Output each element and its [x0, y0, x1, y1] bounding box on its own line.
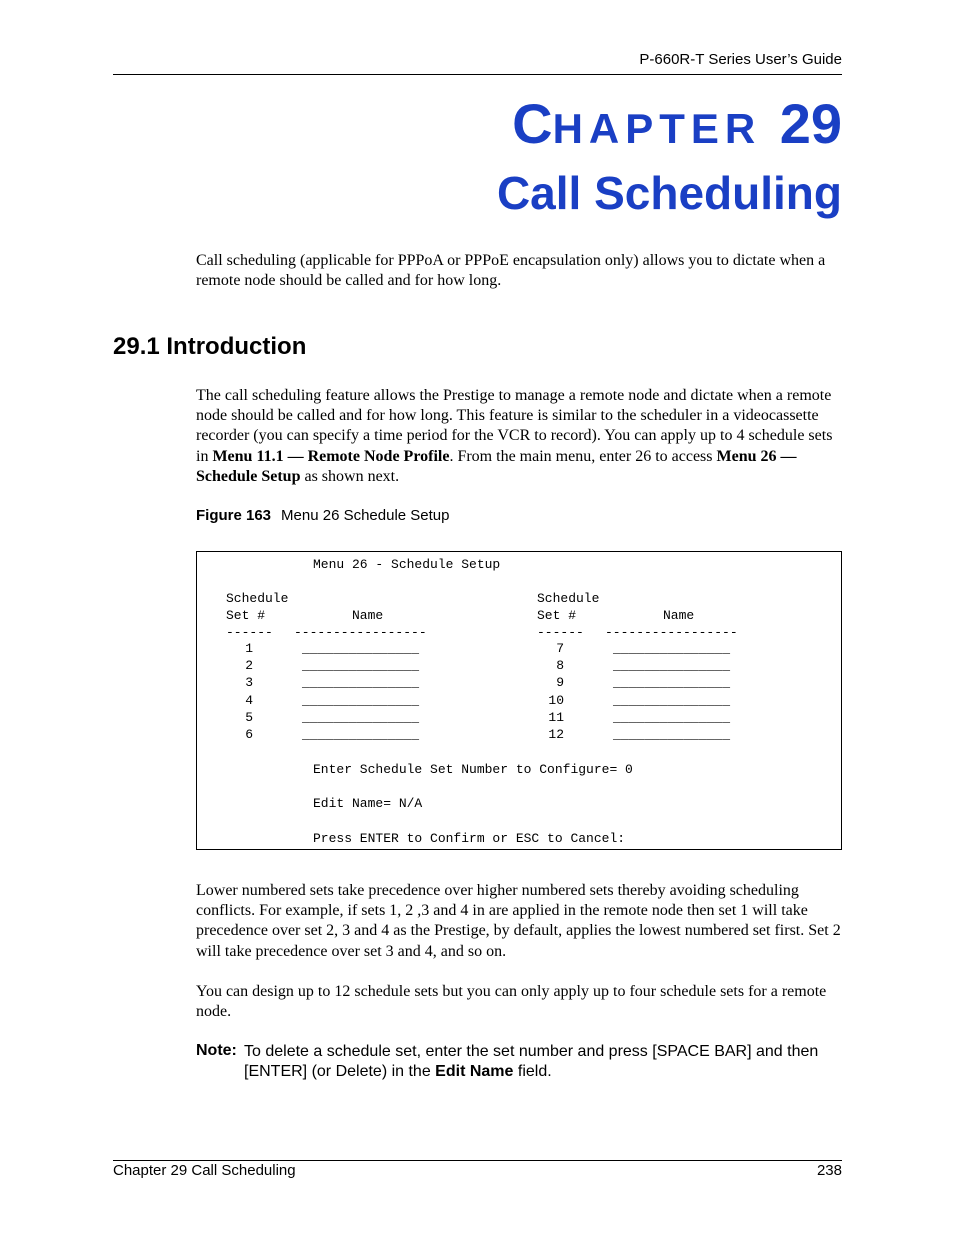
right-dash-long: -----------------	[605, 625, 738, 640]
set-number: 10	[548, 692, 564, 708]
set-number: 7	[556, 641, 564, 656]
figure-caption	[196, 507, 450, 524]
set-name-blank: _______________	[302, 641, 420, 656]
set-name-blank: _______________	[302, 692, 420, 708]
chapter-number: 29	[779, 92, 842, 155]
figure-caption-text: Menu 26 Schedule Setup	[281, 507, 450, 524]
screen-title: Menu 26 - Schedule Setup	[313, 557, 501, 572]
set-number: 9	[556, 675, 564, 691]
edit-name-field[interactable]: Edit Name= N/A	[313, 796, 423, 811]
set-name-blank: _______________	[613, 692, 731, 708]
set-number: 8	[556, 658, 564, 674]
footer-chapter-ref: Chapter 29 Call Scheduling	[113, 1162, 296, 1179]
set-number: 12	[548, 727, 564, 742]
set-number: 1	[245, 641, 253, 656]
left-col-header-name: Name	[352, 608, 384, 623]
paragraph-text: as shown next.	[300, 467, 400, 485]
set-name-blank: _______________	[302, 658, 420, 674]
paragraph-text: . From the main menu, enter 26 to access	[449, 447, 717, 465]
left-dash-long: -----------------	[294, 625, 427, 640]
right-col-header-name: Name	[663, 608, 695, 623]
right-col-header-set: Set #	[537, 608, 577, 623]
set-name-blank: _______________	[302, 727, 420, 742]
set-number: 3	[245, 675, 253, 691]
menu-reference: Menu 26 — Schedule Setup	[196, 447, 797, 485]
chapter-label-rest: HAPTER	[552, 105, 762, 152]
right-dash-short: ------	[537, 625, 584, 640]
note-body	[244, 1042, 844, 1082]
chapter-label-initial: C	[512, 92, 553, 155]
set-name-blank: _______________	[613, 727, 731, 742]
page-number: 238	[816, 1162, 842, 1179]
note-label: Note:	[196, 1042, 237, 1059]
set-name-blank: _______________	[613, 658, 731, 674]
set-number: 6	[245, 727, 253, 742]
set-name-blank: _______________	[613, 641, 731, 656]
set-name-blank: _______________	[302, 675, 420, 691]
footer-rule	[113, 1160, 842, 1161]
set-number: 4	[245, 692, 253, 708]
precedence-paragraph: Lower numbered sets take precedence over higher numbered sets thereby avoiding scheduling conflicts. For example, if sets 1, 2 ,3 and 4 in are applied in the remote node then set 1 will take precedence over set 2, 3 and 4 as the Prestige, by default, applies the lowest numbered set first. Set 2 will take precedence over set 3 and 4, and so on.	[196, 882, 841, 960]
figure-label: Figure 163	[196, 507, 272, 524]
menu-reference: Menu 11.1 — Remote Node Profile	[212, 447, 450, 465]
intro-paragraph: Call scheduling (applicable for PPPoA or PPPoE encapsulation only) allows you to dictate when a remote node should be called and for how long.	[196, 252, 826, 290]
set-name-blank: _______________	[302, 709, 420, 725]
set-number: 5	[245, 709, 253, 725]
terminal-screen	[196, 551, 842, 850]
note-text: field.	[513, 1063, 552, 1081]
chapter-label	[512, 92, 842, 155]
left-col-header-schedule: Schedule	[226, 591, 289, 606]
running-header: P-660R-T Series User’s Guide	[639, 51, 842, 68]
set-number: 11	[548, 709, 564, 725]
left-col-header-set: Set #	[226, 608, 266, 623]
note-text: To delete a schedule set, enter the set number and press [SPACE BAR] and then [ENTER] (or Delete) in the	[244, 1043, 819, 1081]
limit-paragraph: You can design up to 12 schedule sets but you can only apply up to four schedule sets for a remote node.	[196, 983, 827, 1021]
section-heading: 29.1 Introduction	[113, 333, 307, 360]
left-dash-short: ------	[226, 625, 273, 640]
header-rule	[113, 74, 842, 75]
set-name-blank: _______________	[613, 675, 731, 691]
set-number: 2	[245, 658, 253, 674]
confirm-prompt: Press ENTER to Confirm or ESC to Cancel:	[313, 831, 626, 846]
set-name-blank: _______________	[613, 709, 731, 725]
chapter-title: Call Scheduling	[496, 167, 842, 219]
paragraph-text: The call scheduling feature allows the Prestige to manage a remote node and dictate when a remote node should be called and for how long. This feature is similar to the scheduler in a videocassette recorder (you can specify a time period for the VCR to record). You can apply up to 4 schedule sets in	[196, 387, 833, 465]
field-reference: Edit Name	[435, 1063, 514, 1081]
configure-prompt[interactable]: Enter Schedule Set Number to Configure= 0	[313, 762, 633, 777]
section-paragraph	[196, 386, 842, 487]
right-col-header-schedule: Schedule	[537, 591, 600, 606]
